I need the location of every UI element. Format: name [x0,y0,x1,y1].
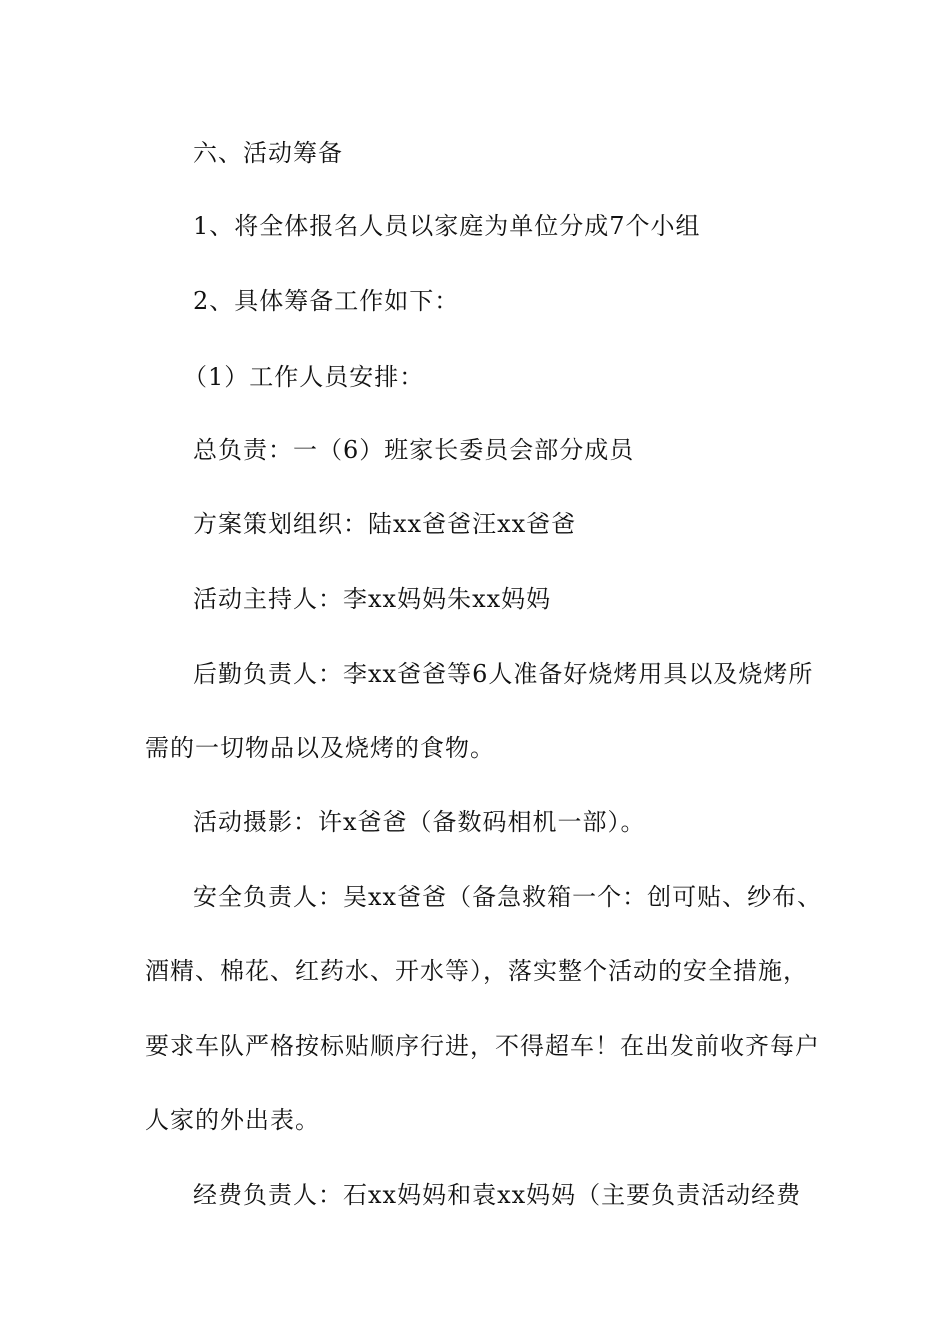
subsection-heading: （1）工作人员安排： [183,363,425,391]
paragraph-line: 经费负责人：石xx妈妈和袁xx妈妈（主要负责活动经费 [193,1181,802,1209]
paragraph-line: 活动主持人：李xx妈妈朱xx妈妈 [193,585,552,613]
paragraph-line: 总负责：一（6）班家长委员会部分成员 [193,436,635,464]
paragraph-line: 2、具体筹备工作如下： [193,287,460,315]
paragraph-line: 人家的外出表。 [145,1106,320,1134]
paragraph-line: 需的一切物品以及烧烤的食物。 [145,734,495,762]
paragraph-line: 酒精、棉花、红药水、开水等），落实整个活动的安全措施， [145,957,808,985]
paragraph-line: 后勤负责人：李xx爸爸等6人准备好烧烤用具以及烧烤所 [193,660,814,688]
paragraph-line: 活动摄影：许x爸爸（备数码相机一部）。 [193,808,646,836]
paragraph-line: 要求车队严格按标贴顺序行进，不得超车！在出发前收齐每户 [145,1032,820,1060]
paragraph-line: 1、将全体报名人员以家庭为单位分成7个小组 [193,212,701,240]
section-heading: 六、活动筹备 [193,139,343,167]
paragraph-line: 安全负责人：吴xx爸爸（备急救箱一个：创可贴、纱布、 [193,883,823,911]
paragraph-line: 方案策划组织：陆xx爸爸汪xx爸爸 [193,510,577,538]
